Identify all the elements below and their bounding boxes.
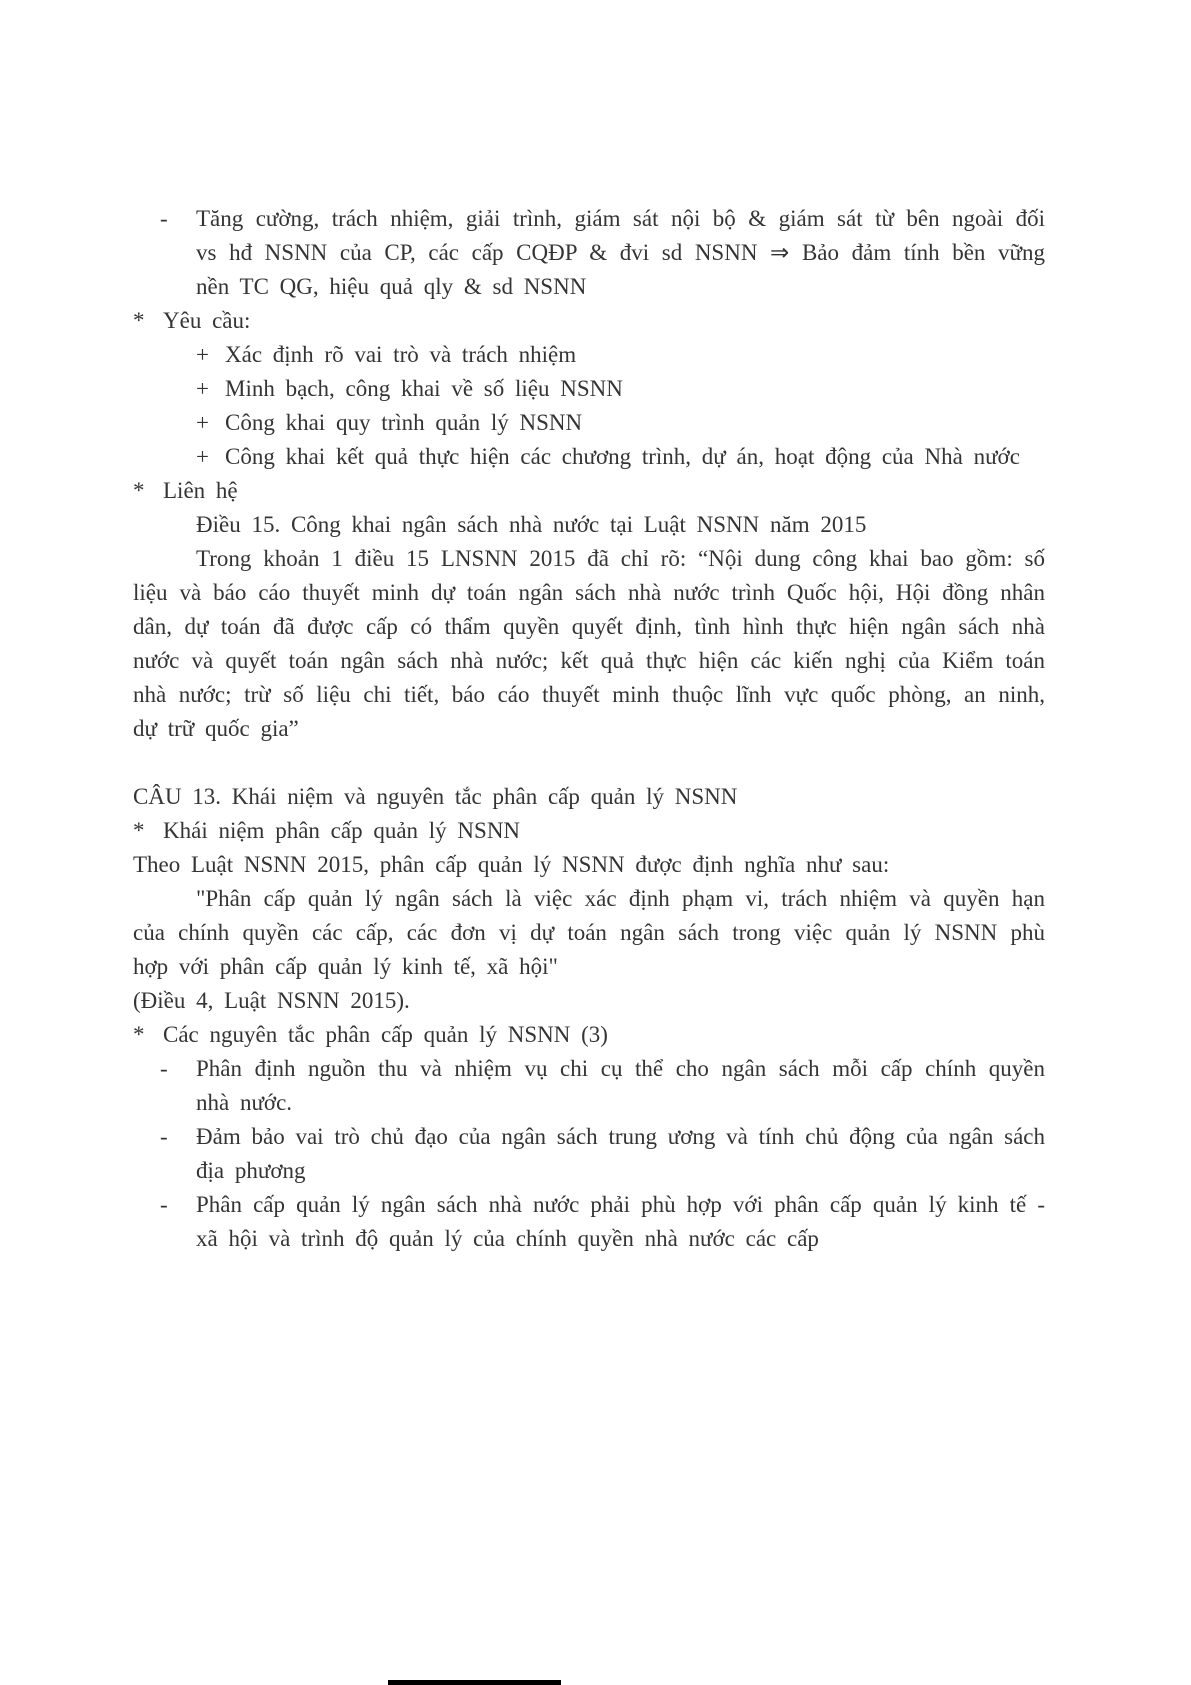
bullet-item-star <box>133 474 1045 508</box>
bullet-item-plus <box>133 338 1045 372</box>
plus-marker: + <box>196 444 209 469</box>
bullet-item-star <box>133 304 1045 338</box>
citation-line: (Điều 4, Luật NSNN 2015). <box>133 988 410 1013</box>
dash-marker: - <box>160 206 168 231</box>
bullet-text: Công khai quy trình quản lý NSNN <box>225 410 583 435</box>
bullet-text: Yêu cầu: <box>163 308 251 333</box>
bullet-text: Đảm bảo vai trò chủ đạo của ngân sách trung ương và tính chủ động của ngân sách địa phương <box>196 1124 1045 1183</box>
next-page-edge-bar <box>388 1680 561 1685</box>
bullet-item-plus <box>133 372 1045 406</box>
bullet-item-dash <box>133 1052 1045 1120</box>
bullet-text: Khái niệm phân cấp quản lý NSNN <box>163 818 521 843</box>
bullet-text: Liên hệ <box>163 478 238 503</box>
bullet-text: Các nguyên tắc phân cấp quản lý NSNN (3) <box>163 1022 608 1047</box>
star-marker: * <box>133 818 145 843</box>
bullet-item-dash <box>133 1188 1045 1256</box>
bullet-item-star <box>133 814 1045 848</box>
plus-marker: + <box>196 342 209 367</box>
bullet-text: Tăng cường, trách nhiệm, giải trình, giám sát nội bộ & giám sát từ bên ngoài đối vs hđ NSNN của CP, các cấp CQĐP & đvi sd NSNN ⇒ Bảo đảm tính bền vững nền TC QG, hiệu quả qly & sd NSNN <box>196 206 1045 299</box>
plus-marker: + <box>196 376 209 401</box>
dash-marker: - <box>160 1124 168 1149</box>
section-heading: CÂU 13. Khái niệm và nguyên tắc phân cấp quản lý NSNN <box>133 784 738 809</box>
bullet-item-plus <box>133 406 1045 440</box>
bullet-text: Minh bạch, công khai về số liệu NSNN <box>225 376 623 401</box>
article-title-line: Điều 15. Công khai ngân sách nhà nước tại Luật NSNN năm 2015 <box>196 512 867 537</box>
body-paragraph: Theo Luật NSNN 2015, phân cấp quản lý NSNN được định nghĩa như sau: <box>133 852 890 877</box>
bullet-text: Xác định rõ vai trò và trách nhiệm <box>225 342 577 367</box>
bullet-text: Công khai kết quả thực hiện các chương trình, dự án, hoạt động của Nhà nước <box>225 444 1020 469</box>
dash-marker: - <box>160 1056 168 1081</box>
quote-paragraph: Trong khoản 1 điều 15 LNSNN 2015 đã chỉ rõ: “Nội dung công khai bao gồm: số liệu và báo cáo thuyết minh dự toán ngân sách nhà nước trình Quốc hội, Hội đồng nhân dân, dự toán đã được cấp có thẩm quyền quyết định, tình hình thực hiện ngân sách nhà nước và quyết toán ngân sách nhà nước; kết quả thực hiện các kiến nghị của Kiểm toán nhà nước; trừ số liệu chi tiết, báo cáo thuyết minh thuộc lĩnh vực quốc phòng, an ninh, dự trữ quốc gia” <box>133 546 1045 741</box>
bullet-item-star <box>133 1018 1045 1052</box>
document-content <box>133 202 1045 1256</box>
star-marker: * <box>133 1022 145 1047</box>
bullet-item-dash <box>133 202 1045 304</box>
bullet-text: Phân định nguồn thu và nhiệm vụ chi cụ thể cho ngân sách mỗi cấp chính quyền nhà nước. <box>196 1056 1045 1115</box>
definition-quote-paragraph: "Phân cấp quản lý ngân sách là việc xác định phạm vi, trách nhiệm và quyền hạn của chính quyền các cấp, các đơn vị dự toán ngân sách trong việc quản lý NSNN phù hợp với phân cấp quản lý kinh tế, xã hội" <box>133 886 1045 979</box>
plus-marker: + <box>196 410 209 435</box>
bullet-item-dash <box>133 1120 1045 1188</box>
star-marker: * <box>133 478 145 503</box>
bullet-text: Phân cấp quản lý ngân sách nhà nước phải phù hợp với phân cấp quản lý kinh tế - xã hội và trình độ quản lý của chính quyền nhà nước các cấp <box>196 1192 1045 1251</box>
dash-marker: - <box>160 1192 168 1217</box>
bullet-item-plus <box>133 440 1045 474</box>
star-marker: * <box>133 308 145 333</box>
